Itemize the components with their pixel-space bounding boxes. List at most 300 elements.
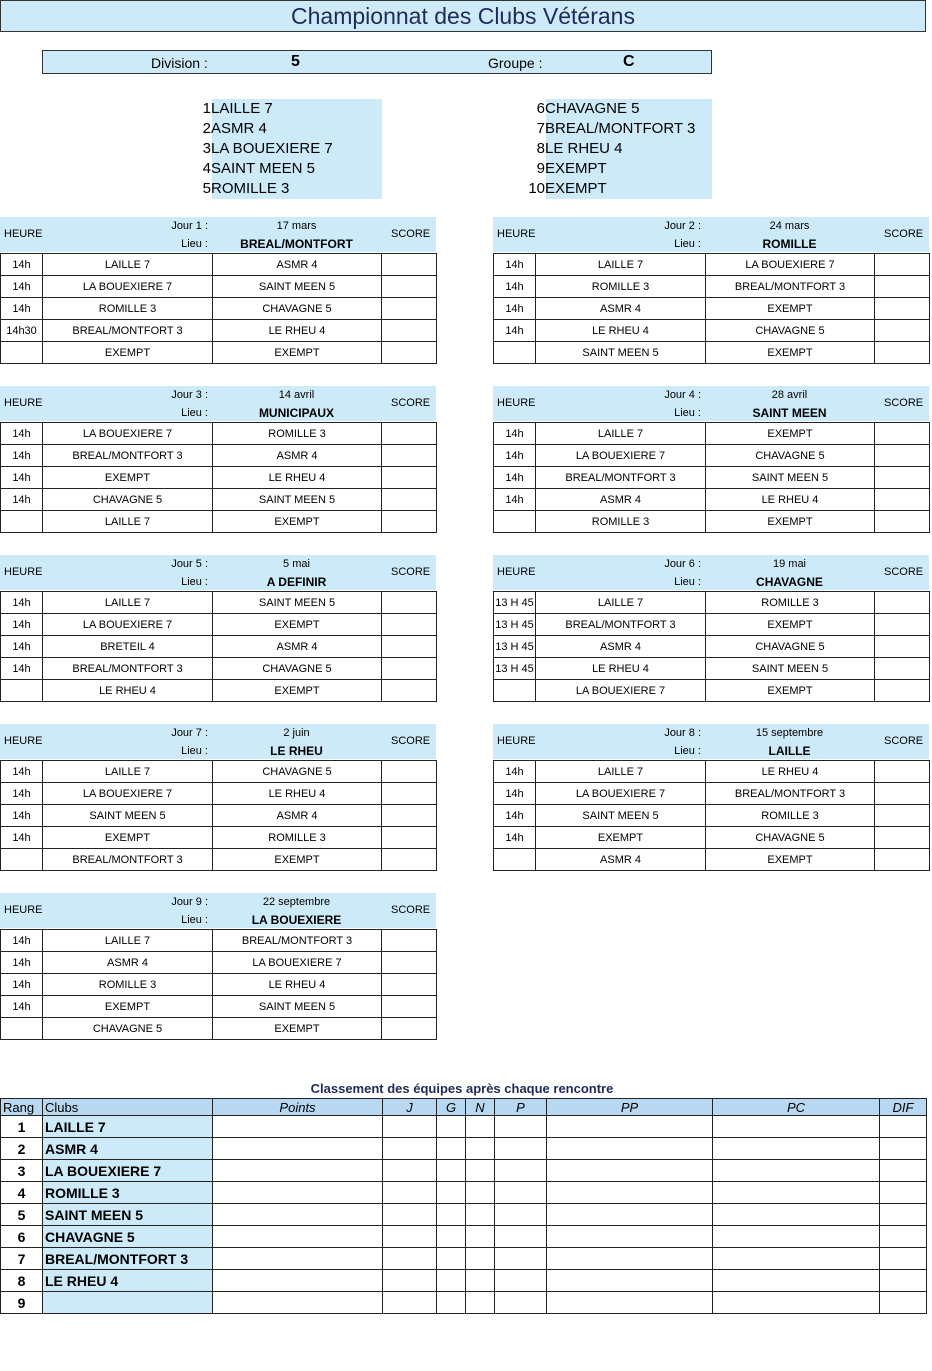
match-row [1, 680, 437, 702]
match-time: 13 H 45 [494, 636, 536, 658]
score-cell[interactable] [382, 849, 437, 871]
lieu-label: Lieu : [181, 238, 208, 250]
away-team: EXEMPT [706, 849, 875, 871]
match-row [1, 658, 437, 680]
match-row [1, 761, 437, 783]
match-venue: A DEFINIR [266, 575, 327, 589]
stat-cell[interactable] [495, 1116, 547, 1138]
team-number: 3 [202, 140, 211, 157]
rank-cell: 6 [1, 1226, 43, 1248]
score-cell[interactable] [382, 827, 437, 849]
stat-cell[interactable] [495, 1204, 547, 1226]
away-team: BREAL/MONTFORT 3 [706, 783, 875, 805]
match-date: 2 juin [283, 727, 310, 739]
match-time: 14h30 [1, 320, 43, 342]
team-list-item [525, 139, 623, 159]
home-team: ASMR 4 [43, 952, 213, 974]
score-cell[interactable] [382, 511, 437, 533]
stat-cell[interactable] [466, 1116, 495, 1138]
classement-header-cell: P [495, 1099, 547, 1116]
away-team: ASMR 4 [213, 254, 382, 276]
team-list-item [525, 159, 607, 179]
rank-cell: 2 [1, 1138, 43, 1160]
score-cell[interactable] [382, 342, 437, 364]
match-row [494, 445, 930, 467]
match-time: 13 H 45 [494, 592, 536, 614]
club-cell: BREAL/MONTFORT 3 [43, 1248, 213, 1270]
home-team: LAILLE 7 [536, 592, 706, 614]
away-team: BREAL/MONTFORT 3 [213, 930, 382, 952]
stat-cell[interactable] [547, 1182, 713, 1204]
away-team: LE RHEU 4 [213, 320, 382, 342]
score-cell[interactable] [875, 592, 930, 614]
away-team: ASMR 4 [213, 636, 382, 658]
match-day-block [493, 217, 929, 369]
match-day-header [0, 724, 436, 759]
home-team: ASMR 4 [536, 489, 706, 511]
stat-cell[interactable] [383, 1182, 437, 1204]
stat-cell[interactable] [437, 1116, 466, 1138]
score-cell[interactable] [875, 761, 930, 783]
team-list-item [195, 119, 267, 139]
match-row [494, 761, 930, 783]
away-team: EXEMPT [213, 614, 382, 636]
classement-row [1, 1226, 927, 1248]
stat-cell[interactable] [437, 1270, 466, 1292]
score-cell[interactable] [875, 636, 930, 658]
match-time: 14h [1, 996, 43, 1018]
away-team: EXEMPT [213, 1018, 382, 1040]
stat-cell[interactable] [880, 1204, 927, 1226]
match-time: 14h [1, 761, 43, 783]
away-team: LE RHEU 4 [706, 489, 875, 511]
match-row [1, 423, 437, 445]
stat-cell[interactable] [713, 1270, 880, 1292]
away-team: CHAVAGNE 5 [213, 761, 382, 783]
score-cell[interactable] [875, 783, 930, 805]
match-row [494, 254, 930, 276]
away-team: SAINT MEEN 5 [706, 467, 875, 489]
stat-cell[interactable] [466, 1292, 495, 1314]
match-day-block [0, 386, 436, 538]
lieu-label: Lieu : [674, 745, 701, 757]
stat-cell[interactable] [437, 1138, 466, 1160]
stat-cell[interactable] [547, 1116, 713, 1138]
home-team: LA BOUEXIERE 7 [43, 783, 213, 805]
lieu-label: Lieu : [181, 745, 208, 757]
home-team: LE RHEU 4 [43, 680, 213, 702]
match-row [1, 827, 437, 849]
match-day-header [493, 386, 929, 421]
division-bar [42, 50, 712, 74]
match-time: 14h [1, 636, 43, 658]
away-team: SAINT MEEN 5 [213, 489, 382, 511]
stat-cell[interactable] [880, 1226, 927, 1248]
score-header: SCORE [884, 397, 924, 409]
jour-label: Jour 7 : [171, 727, 208, 739]
classement-row [1, 1204, 927, 1226]
matches-table [0, 760, 437, 871]
jour-label: Jour 6 : [664, 558, 701, 570]
away-team: ROMILLE 3 [706, 805, 875, 827]
match-row [1, 320, 437, 342]
match-row [1, 930, 437, 952]
matches-table [0, 591, 437, 702]
jour-label: Jour 2 : [664, 220, 701, 232]
score-cell[interactable] [875, 849, 930, 871]
score-cell[interactable] [382, 276, 437, 298]
stat-cell[interactable] [880, 1270, 927, 1292]
match-row [1, 805, 437, 827]
stat-cell[interactable] [547, 1138, 713, 1160]
division-value: 5 [291, 53, 300, 70]
lieu-label: Lieu : [674, 238, 701, 250]
score-header: SCORE [884, 566, 924, 578]
lieu-label: Lieu : [674, 407, 701, 419]
score-cell[interactable] [875, 614, 930, 636]
stat-cell[interactable] [880, 1138, 927, 1160]
classement-header-cell: PC [713, 1099, 880, 1116]
matches-table [493, 253, 930, 364]
stat-cell[interactable] [383, 1226, 437, 1248]
stat-cell[interactable] [495, 1226, 547, 1248]
match-row [494, 680, 930, 702]
away-team: ASMR 4 [213, 805, 382, 827]
stat-cell[interactable] [437, 1226, 466, 1248]
score-cell[interactable] [382, 805, 437, 827]
score-cell[interactable] [875, 680, 930, 702]
match-row [494, 276, 930, 298]
stat-cell[interactable] [213, 1160, 383, 1182]
stat-cell[interactable] [495, 1248, 547, 1270]
groupe-label: Groupe : [488, 55, 543, 71]
stat-cell[interactable] [880, 1116, 927, 1138]
match-day-block [493, 386, 929, 538]
stat-cell[interactable] [880, 1248, 927, 1270]
stat-cell[interactable] [383, 1138, 437, 1160]
team-list-item [525, 99, 639, 119]
match-row [1, 614, 437, 636]
match-row [494, 614, 930, 636]
stat-cell[interactable] [213, 1138, 383, 1160]
score-cell[interactable] [875, 254, 930, 276]
stat-cell[interactable] [213, 1270, 383, 1292]
score-cell[interactable] [875, 423, 930, 445]
stat-cell[interactable] [495, 1182, 547, 1204]
stat-cell[interactable] [547, 1270, 713, 1292]
home-team: LA BOUEXIERE 7 [43, 423, 213, 445]
stat-cell[interactable] [713, 1248, 880, 1270]
score-cell[interactable] [382, 320, 437, 342]
stat-cell[interactable] [466, 1226, 495, 1248]
home-team: LAILLE 7 [43, 254, 213, 276]
stat-cell[interactable] [466, 1160, 495, 1182]
stat-cell[interactable] [495, 1292, 547, 1314]
home-team: BREAL/MONTFORT 3 [536, 467, 706, 489]
match-day-block [493, 555, 929, 707]
score-cell[interactable] [382, 974, 437, 996]
match-date: 24 mars [769, 220, 810, 232]
stat-cell[interactable] [495, 1160, 547, 1182]
away-team: EXEMPT [706, 680, 875, 702]
score-cell[interactable] [875, 445, 930, 467]
match-venue: MUNICIPAUX [258, 406, 335, 420]
team-name: LA BOUEXIERE 7 [211, 140, 333, 157]
stat-cell[interactable] [466, 1182, 495, 1204]
heure-header: HEURE [497, 397, 536, 409]
score-cell[interactable] [382, 467, 437, 489]
home-team: ROMILLE 3 [43, 974, 213, 996]
score-cell[interactable] [875, 827, 930, 849]
score-cell[interactable] [382, 930, 437, 952]
stat-cell[interactable] [213, 1292, 383, 1314]
match-row [1, 298, 437, 320]
away-team: ROMILLE 3 [706, 592, 875, 614]
stat-cell[interactable] [713, 1182, 880, 1204]
match-venue: SAINT MEEN [752, 406, 827, 420]
jour-label: Jour 3 : [171, 389, 208, 401]
stat-cell[interactable] [880, 1292, 927, 1314]
score-cell[interactable] [382, 761, 437, 783]
rank-cell: 3 [1, 1160, 43, 1182]
stat-cell[interactable] [213, 1116, 383, 1138]
stat-cell[interactable] [547, 1248, 713, 1270]
score-cell[interactable] [382, 254, 437, 276]
match-time [494, 680, 536, 702]
score-header: SCORE [391, 735, 431, 747]
lieu-label: Lieu : [181, 407, 208, 419]
score-cell[interactable] [382, 489, 437, 511]
score-cell[interactable] [382, 445, 437, 467]
club-cell: LA BOUEXIERE 7 [43, 1160, 213, 1182]
match-row [494, 827, 930, 849]
away-team: EXEMPT [706, 511, 875, 533]
score-header: SCORE [884, 735, 924, 747]
match-day-block [0, 555, 436, 707]
home-team: LA BOUEXIERE 7 [43, 276, 213, 298]
away-team: LA BOUEXIERE 7 [706, 254, 875, 276]
stat-cell[interactable] [383, 1160, 437, 1182]
home-team: BREAL/MONTFORT 3 [43, 320, 213, 342]
home-team: BRETEIL 4 [43, 636, 213, 658]
match-time: 14h [1, 614, 43, 636]
match-venue: LE RHEU [270, 744, 323, 758]
score-cell[interactable] [382, 636, 437, 658]
home-team: LAILLE 7 [536, 761, 706, 783]
away-team: BREAL/MONTFORT 3 [706, 276, 875, 298]
home-team: LA BOUEXIERE 7 [536, 680, 706, 702]
match-date: 17 mars [276, 220, 317, 232]
stat-cell[interactable] [880, 1182, 927, 1204]
stat-cell[interactable] [713, 1160, 880, 1182]
score-cell[interactable] [875, 805, 930, 827]
match-day-block [493, 724, 929, 876]
home-team: LAILLE 7 [43, 930, 213, 952]
stat-cell[interactable] [713, 1204, 880, 1226]
stat-cell[interactable] [495, 1138, 547, 1160]
stat-cell[interactable] [713, 1116, 880, 1138]
team-number: 1 [202, 100, 211, 117]
stat-cell[interactable] [383, 1116, 437, 1138]
score-cell[interactable] [382, 614, 437, 636]
classement-row [1, 1182, 927, 1204]
match-date: 19 mai [772, 558, 807, 570]
home-team: LA BOUEXIERE 7 [536, 445, 706, 467]
stat-cell[interactable] [466, 1204, 495, 1226]
match-time: 14h [494, 445, 536, 467]
match-time: 14h [1, 592, 43, 614]
score-cell[interactable] [875, 298, 930, 320]
stat-cell[interactable] [437, 1160, 466, 1182]
score-cell[interactable] [382, 298, 437, 320]
match-time: 14h [1, 827, 43, 849]
matches-table [493, 760, 930, 871]
matches-table [493, 422, 930, 533]
team-name: ASMR 4 [211, 120, 267, 137]
away-team: ROMILLE 3 [213, 423, 382, 445]
home-team: EXEMPT [43, 342, 213, 364]
match-time: 14h [1, 445, 43, 467]
stat-cell[interactable] [383, 1248, 437, 1270]
score-cell[interactable] [382, 996, 437, 1018]
stat-cell[interactable] [213, 1204, 383, 1226]
stat-cell[interactable] [713, 1226, 880, 1248]
stat-cell[interactable] [437, 1204, 466, 1226]
away-team: EXEMPT [213, 849, 382, 871]
match-time: 14h [1, 783, 43, 805]
match-row [1, 489, 437, 511]
score-cell[interactable] [875, 489, 930, 511]
stat-cell[interactable] [547, 1226, 713, 1248]
stat-cell[interactable] [713, 1292, 880, 1314]
score-cell[interactable] [875, 276, 930, 298]
team-list-item [195, 139, 333, 159]
lieu-label: Lieu : [674, 576, 701, 588]
stat-cell[interactable] [383, 1204, 437, 1226]
match-time [494, 342, 536, 364]
score-cell[interactable] [382, 423, 437, 445]
match-time: 14h [494, 320, 536, 342]
match-time [1, 511, 43, 533]
score-cell[interactable] [875, 658, 930, 680]
match-row [1, 783, 437, 805]
match-row [1, 276, 437, 298]
home-team: LAILLE 7 [43, 761, 213, 783]
match-row [494, 320, 930, 342]
match-time [1, 342, 43, 364]
stat-cell[interactable] [495, 1270, 547, 1292]
stat-cell[interactable] [213, 1226, 383, 1248]
stat-cell[interactable] [437, 1292, 466, 1314]
stat-cell[interactable] [547, 1160, 713, 1182]
match-time: 14h [494, 827, 536, 849]
away-team: CHAVAGNE 5 [706, 445, 875, 467]
team-list-item [195, 159, 315, 179]
heure-header: HEURE [497, 228, 536, 240]
club-cell: LAILLE 7 [43, 1116, 213, 1138]
stat-cell[interactable] [437, 1182, 466, 1204]
match-time: 14h [1, 658, 43, 680]
away-team: EXEMPT [213, 511, 382, 533]
match-time: 14h [1, 930, 43, 952]
classement-header-cell: G [437, 1099, 466, 1116]
classement-title: Classement des équipes après chaque rencontre [310, 1081, 614, 1096]
home-team: EXEMPT [536, 827, 706, 849]
rank-cell: 1 [1, 1116, 43, 1138]
score-cell[interactable] [875, 511, 930, 533]
rank-cell: 8 [1, 1270, 43, 1292]
match-time: 14h [494, 805, 536, 827]
home-team: ROMILLE 3 [43, 298, 213, 320]
classement-table [0, 1098, 927, 1314]
home-team: ASMR 4 [536, 636, 706, 658]
team-name: SAINT MEEN 5 [211, 160, 315, 177]
score-cell[interactable] [382, 592, 437, 614]
stat-cell[interactable] [466, 1248, 495, 1270]
match-time: 14h [494, 489, 536, 511]
match-day-header [0, 217, 436, 252]
stat-cell[interactable] [437, 1248, 466, 1270]
away-team: EXEMPT [706, 342, 875, 364]
home-team: LA BOUEXIERE 7 [536, 783, 706, 805]
stat-cell[interactable] [547, 1204, 713, 1226]
home-team: EXEMPT [43, 827, 213, 849]
stat-cell[interactable] [547, 1292, 713, 1314]
stat-cell[interactable] [880, 1160, 927, 1182]
classement-header-cell: PP [547, 1099, 713, 1116]
match-day-block [0, 724, 436, 876]
match-date: 5 mai [283, 558, 310, 570]
score-cell[interactable] [382, 783, 437, 805]
match-time: 13 H 45 [494, 658, 536, 680]
score-cell[interactable] [382, 1018, 437, 1040]
score-cell[interactable] [382, 952, 437, 974]
matches-table [0, 422, 437, 533]
away-team: EXEMPT [706, 298, 875, 320]
match-day-header [493, 724, 929, 759]
stat-cell[interactable] [713, 1138, 880, 1160]
away-team: SAINT MEEN 5 [706, 658, 875, 680]
score-cell[interactable] [382, 658, 437, 680]
lieu-label: Lieu : [181, 576, 208, 588]
club-cell: ASMR 4 [43, 1138, 213, 1160]
stat-cell[interactable] [213, 1182, 383, 1204]
match-row [494, 298, 930, 320]
match-row [1, 1018, 437, 1040]
away-team: LE RHEU 4 [213, 783, 382, 805]
away-team: EXEMPT [706, 614, 875, 636]
score-cell[interactable] [875, 342, 930, 364]
stat-cell[interactable] [213, 1248, 383, 1270]
stat-cell[interactable] [466, 1270, 495, 1292]
team-name: LE RHEU 4 [545, 140, 623, 157]
match-time: 13 H 45 [494, 614, 536, 636]
home-team: CHAVAGNE 5 [43, 1018, 213, 1040]
team-name: ROMILLE 3 [211, 180, 290, 197]
stat-cell[interactable] [383, 1292, 437, 1314]
home-team: ROMILLE 3 [536, 276, 706, 298]
classement-row [1, 1116, 927, 1138]
score-cell[interactable] [875, 320, 930, 342]
match-row [494, 511, 930, 533]
match-date: 15 septembre [755, 727, 824, 739]
stat-cell[interactable] [466, 1138, 495, 1160]
team-number: 2 [202, 120, 211, 137]
home-team: CHAVAGNE 5 [43, 489, 213, 511]
stat-cell[interactable] [383, 1270, 437, 1292]
score-cell[interactable] [382, 680, 437, 702]
score-cell[interactable] [875, 467, 930, 489]
